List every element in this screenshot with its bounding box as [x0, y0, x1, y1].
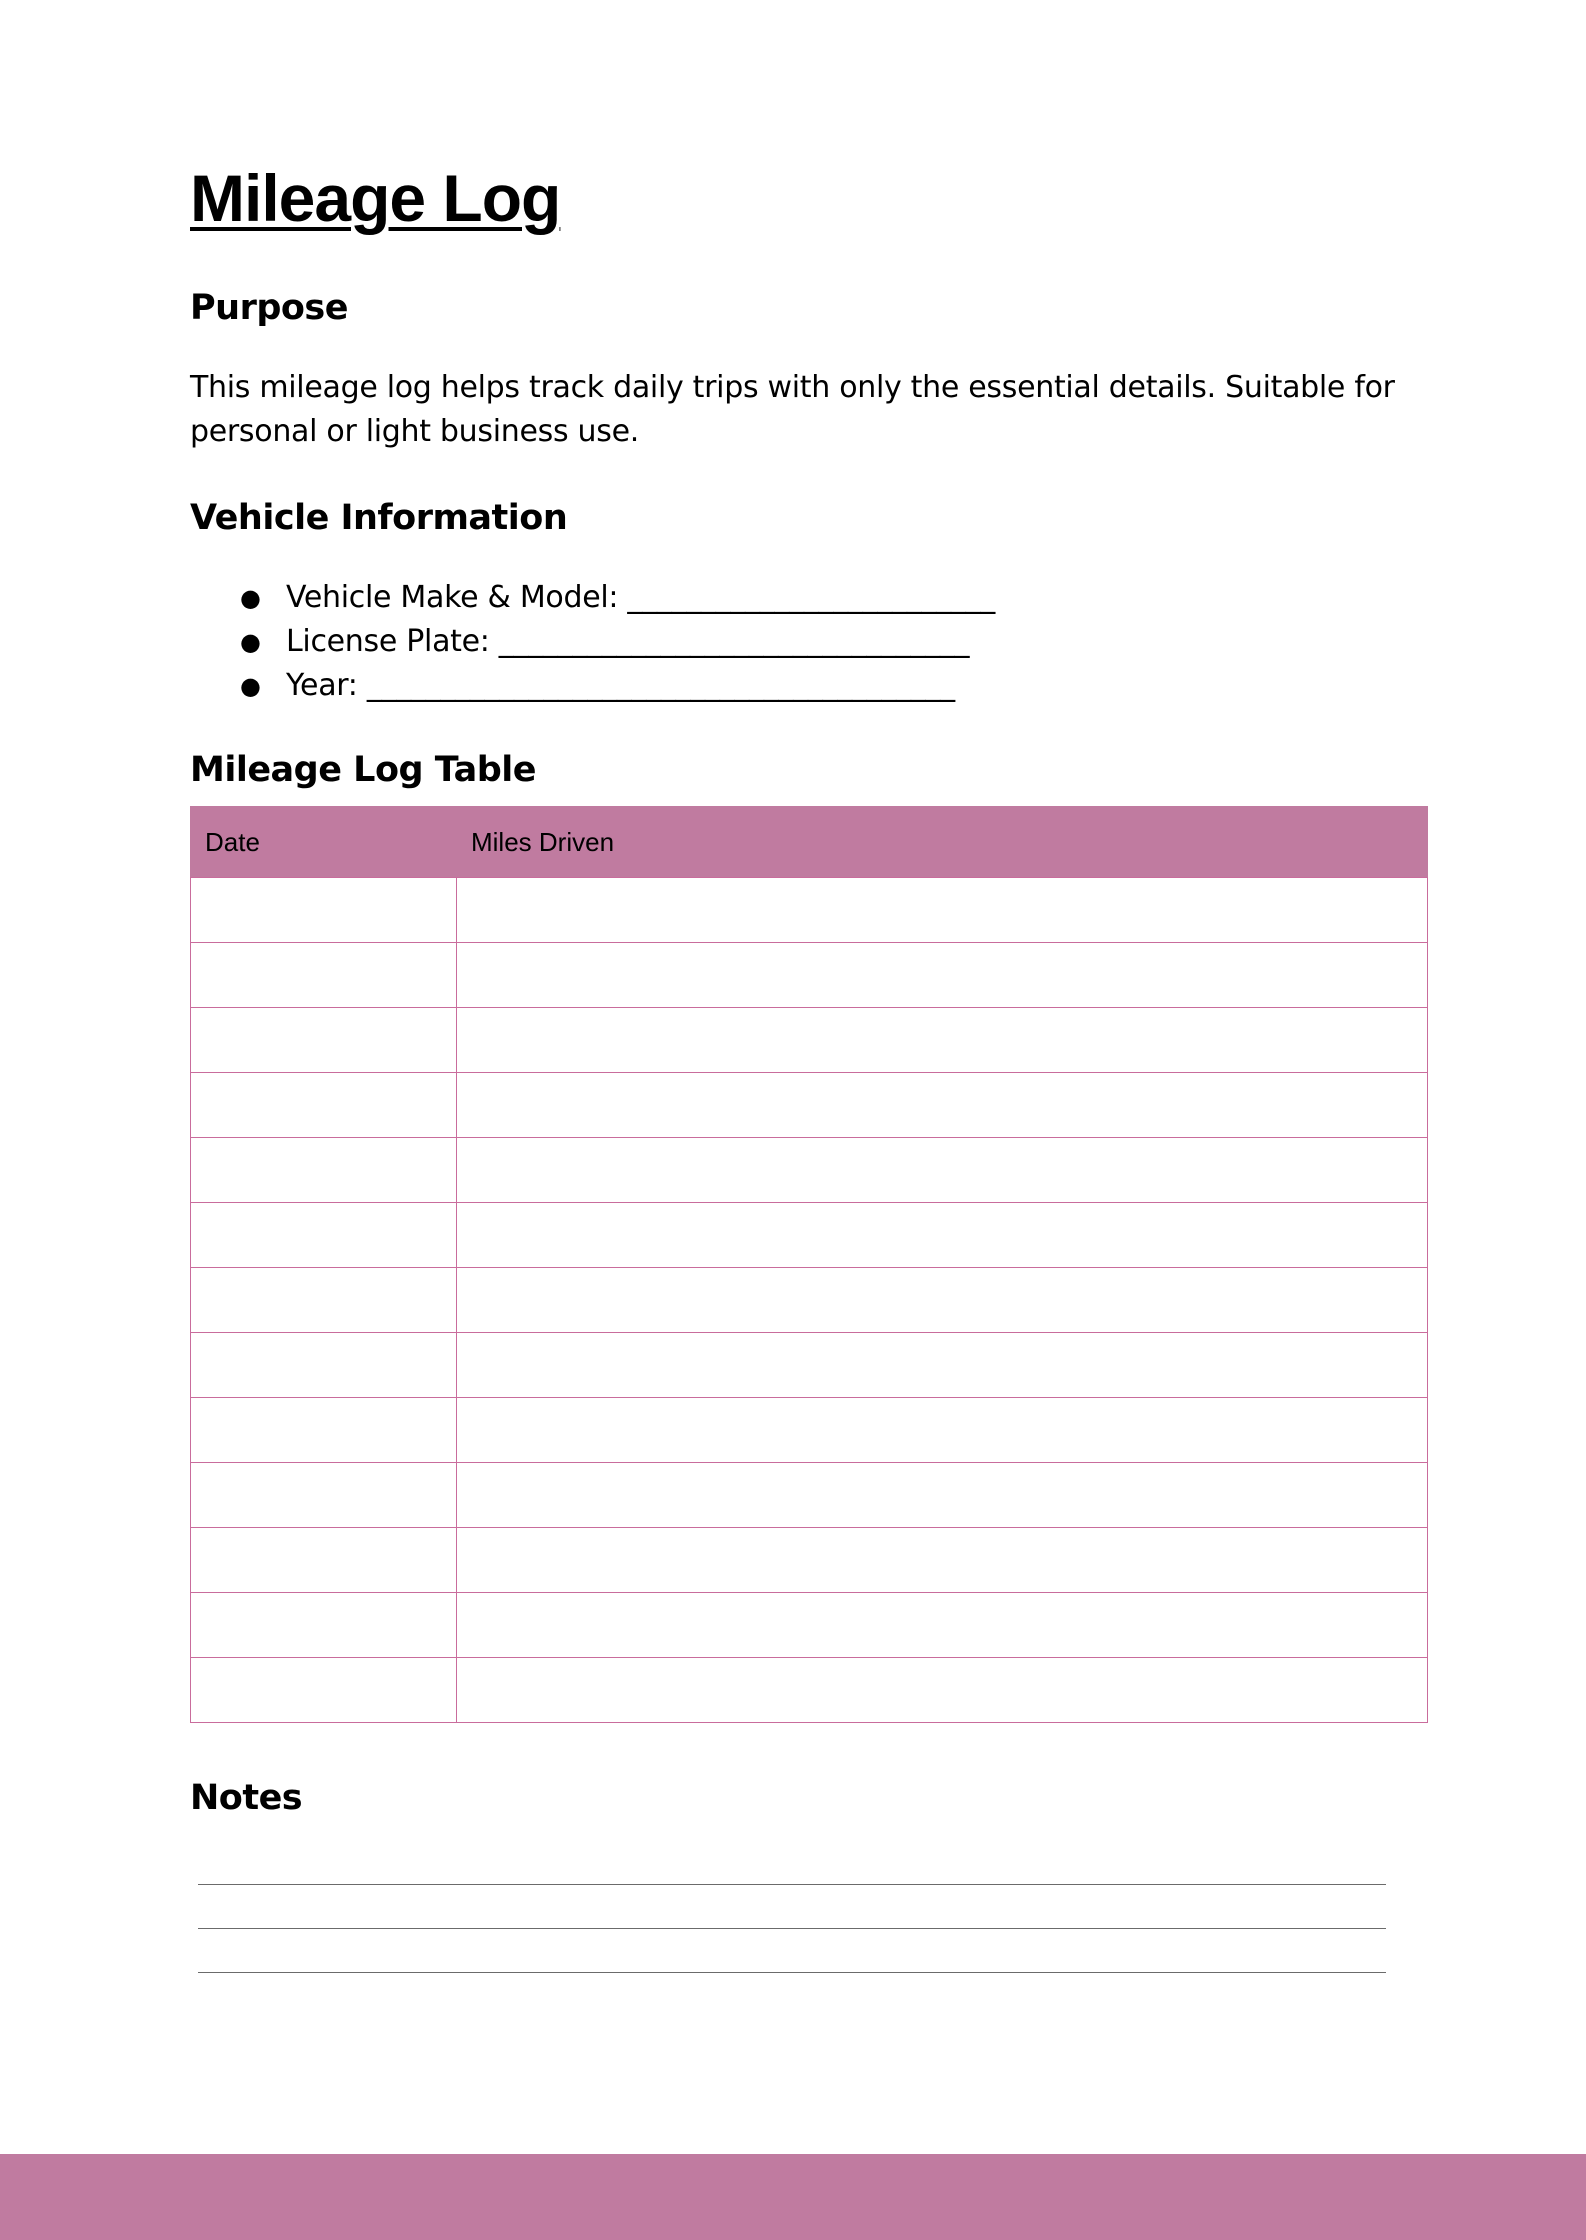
- notes-line[interactable]: [198, 1884, 1386, 1885]
- vehicle-make-model-field[interactable]: [190, 576, 995, 620]
- date-cell[interactable]: [191, 1203, 457, 1268]
- table-row: [191, 1138, 1428, 1203]
- table-row: [191, 1463, 1428, 1528]
- bullet-icon: ●: [240, 672, 261, 700]
- table-row: [191, 1593, 1428, 1658]
- table-row: [191, 1398, 1428, 1463]
- mileage-log-table: [190, 806, 1428, 1723]
- miles-driven-cell[interactable]: [457, 878, 1428, 943]
- table-row: [191, 1528, 1428, 1593]
- miles-driven-column-header: Miles Driven: [457, 807, 1428, 878]
- miles-driven-cell[interactable]: [457, 1398, 1428, 1463]
- date-column-header: Date: [191, 807, 457, 878]
- table-row: [191, 1268, 1428, 1333]
- year-field[interactable]: [190, 664, 995, 708]
- date-cell[interactable]: [191, 1658, 457, 1723]
- bullet-icon: ●: [240, 628, 261, 656]
- miles-driven-cell[interactable]: [457, 1658, 1428, 1723]
- miles-driven-cell[interactable]: [457, 1268, 1428, 1333]
- page-title: Mileage Log: [190, 161, 561, 235]
- license-plate-label: License Plate: ________________________________: [286, 624, 970, 659]
- footer-band: [0, 2154, 1586, 2240]
- notes-heading: Notes: [190, 1778, 303, 1818]
- license-plate-field[interactable]: [190, 620, 995, 664]
- mileage-table-heading: Mileage Log Table: [190, 750, 537, 790]
- bullet-icon: ●: [240, 584, 261, 612]
- table-body: [191, 878, 1428, 1723]
- date-cell[interactable]: [191, 1008, 457, 1073]
- table-row: [191, 1333, 1428, 1398]
- miles-driven-cell[interactable]: [457, 943, 1428, 1008]
- miles-driven-cell[interactable]: [457, 1138, 1428, 1203]
- date-cell[interactable]: [191, 1333, 457, 1398]
- miles-driven-cell[interactable]: [457, 1073, 1428, 1138]
- date-cell[interactable]: [191, 1528, 457, 1593]
- miles-driven-cell[interactable]: [457, 1593, 1428, 1658]
- purpose-heading: Purpose: [190, 288, 348, 328]
- table-header-row: [191, 807, 1428, 878]
- notes-line[interactable]: [198, 1928, 1386, 1929]
- miles-driven-cell[interactable]: [457, 1528, 1428, 1593]
- miles-driven-cell[interactable]: [457, 1008, 1428, 1073]
- vehicle-make-model-label: Vehicle Make & Model: _________________________: [286, 580, 995, 615]
- date-cell[interactable]: [191, 1138, 457, 1203]
- date-cell[interactable]: [191, 1073, 457, 1138]
- date-cell[interactable]: [191, 1463, 457, 1528]
- miles-driven-cell[interactable]: [457, 1333, 1428, 1398]
- date-cell[interactable]: [191, 943, 457, 1008]
- year-label: Year: ________________________________________: [286, 668, 955, 703]
- purpose-text: This mileage log helps track daily trips with only the essential details. Suitable for personal or light business use.: [190, 370, 1395, 449]
- notes-line[interactable]: [198, 1972, 1386, 1973]
- table-row: [191, 878, 1428, 943]
- table-row: [191, 1658, 1428, 1723]
- vehicle-info-heading: Vehicle Information: [190, 498, 568, 538]
- date-cell[interactable]: [191, 1398, 457, 1463]
- miles-driven-cell[interactable]: [457, 1463, 1428, 1528]
- date-cell[interactable]: [191, 878, 457, 943]
- table-row: [191, 1008, 1428, 1073]
- date-cell[interactable]: [191, 1593, 457, 1658]
- table-row: [191, 1203, 1428, 1268]
- table-row: [191, 1073, 1428, 1138]
- vehicle-info-list: [190, 576, 995, 708]
- date-cell[interactable]: [191, 1268, 457, 1333]
- table-row: [191, 943, 1428, 1008]
- miles-driven-cell[interactable]: [457, 1203, 1428, 1268]
